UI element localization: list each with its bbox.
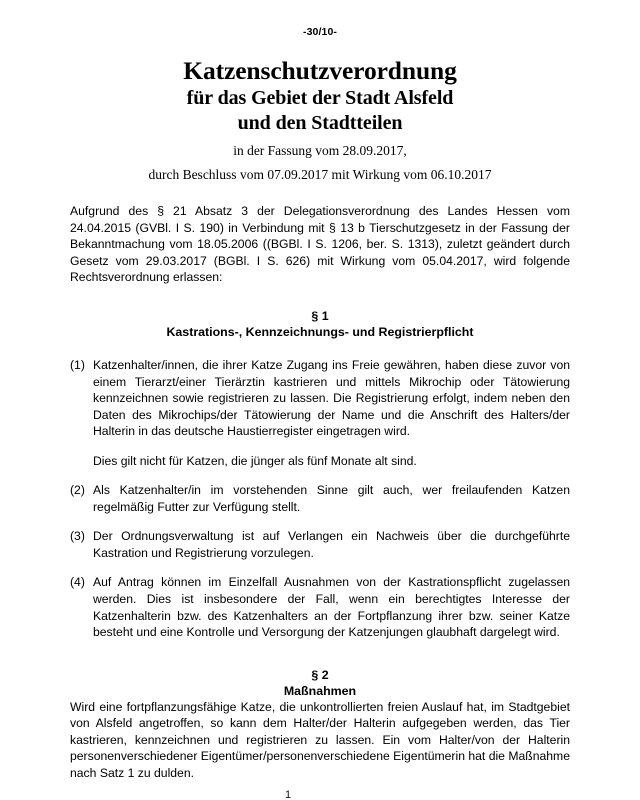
section-1 <box>70 308 570 641</box>
item-number: (2) <box>70 483 85 498</box>
document-title-line-3: und den Stadtteilen <box>237 112 403 135</box>
section-1-item-2 <box>70 482 570 515</box>
section-2-title: Maßnahmen <box>283 683 357 698</box>
document-resolution-date: durch Beschluss vom 07.09.2017 mit Wirkung vom 06.10.2017 <box>148 167 492 183</box>
item-number: (1) <box>70 358 85 373</box>
section-1-item-1-note <box>70 453 570 470</box>
section-1-symbol: § 1 <box>311 308 329 323</box>
document-title-line-1: Katzenschutzverordnung <box>183 55 457 85</box>
section-2-heading <box>70 667 570 699</box>
title-block <box>70 57 570 185</box>
section-2-symbol: § 2 <box>311 667 329 682</box>
item-number: (3) <box>70 529 85 544</box>
running-header: -30/10- <box>303 26 337 38</box>
item-text: Als Katzenhalter/in im vorstehenden Sinne gilt auch, wer freilaufenden Katzen regelmäßig Futter zur Verfügung stellt. <box>93 483 570 514</box>
item-text: Katzenhalter/innen, die ihrer Katze Zugang ins Freie gewähren, haben diese zuvor von einem Tierarzt/einer Tierärztin kastrieren und mittels Mikrochip oder Tätowierung kennzeichnen sowie registrieren zu lassen. Die Registrierung erfolgt, indem neben den Daten des Mikrochips/der Tätowierung der Name und die Anschrift des Halters/der Halterin in das deutsche Haustierregister eingetragen wird. <box>93 358 570 439</box>
section-2-body: Wird eine fortpflanzungsfähige Katze, die unkontrollierten freien Auslauf hat, im Stadtgebiet von Alsfeld angetroffen, so kann dem Halter/der Halterin aufgegeben werden, das Tier kastrieren, kennzeichnen und registrieren zu lassen. Ein vom Halter/von der Halterin personenverschiedener Eigentümer/personenverschiedene Eigentümerin hat die Maßnahme nach Satz 1 zu dulden. <box>70 699 570 780</box>
section-1-item-1 <box>70 357 570 440</box>
page-number: 1 <box>284 789 292 800</box>
item-number: (4) <box>70 575 85 590</box>
document-version-date: in der Fassung vom 28.09.2017, <box>233 142 407 158</box>
document-body <box>70 203 570 781</box>
preamble-paragraph: Aufgrund des § 21 Absatz 3 der Delegationsverordnung des Landes Hessen vom 24.04.2015 (GVBl. I S. 190) in Verbindung mit § 13 b Tierschutzgesetz in der Fassung der Bekanntmachung vom 18.05.2006 ((BGBl. I S. 1206, ber. S. 1313), zuletzt geändert durch Gesetz vom 29.03.2017 (BGBl. I S. 626) mit Wirkung vom 05.04.2017, wird folgende Rechtsverordnung erlassen: <box>70 204 570 285</box>
section-2 <box>70 667 570 782</box>
section-1-title: Kastrations-, Kennzeichnungs- und Registrierpflicht <box>166 325 474 340</box>
section-1-item-4 <box>70 574 570 640</box>
section-1-item-3 <box>70 528 570 561</box>
item-text: Dies gilt nicht für Katzen, die jünger als fünf Monate alt sind. <box>93 453 417 468</box>
document-title-line-2: für das Gebiet der Stadt Alsfeld <box>186 87 454 110</box>
item-text: Auf Antrag können im Einzelfall Ausnahmen von der Kastrationspflicht zugelassen werden. Dies ist insbesondere der Fall, wenn ein berechtigtes Interesse der Katzenhalterin bzw. des Katzenhalters an der Fortpflanzung ihrer bzw. seiner Katze besteht und eine Kontrolle und Versorgung der Katzenjungen glaubhaft dargelegt wird. <box>93 575 570 640</box>
item-text: Der Ordnungsverwaltung ist auf Verlangen ein Nachweis über die durchgeführte Kastration und Registrierung vorzulegen. <box>93 529 570 560</box>
section-1-heading <box>70 308 570 340</box>
